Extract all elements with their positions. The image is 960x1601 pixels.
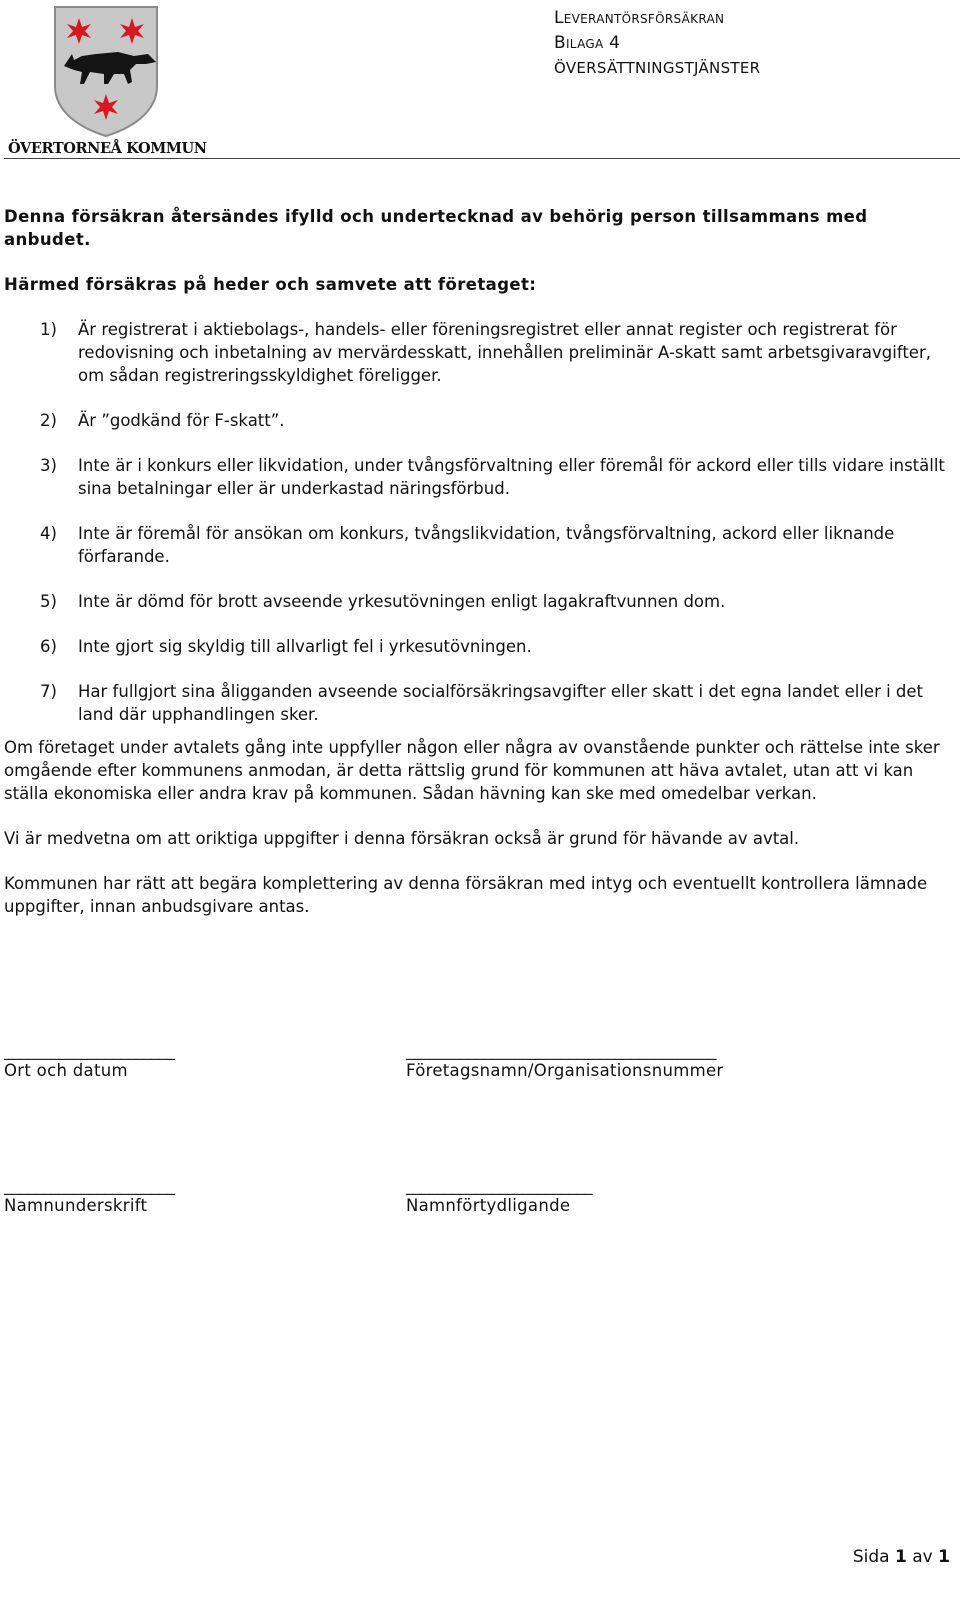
page-total: 1: [938, 1547, 950, 1567]
signature-line: ________________________: [406, 1176, 592, 1195]
termination-paragraph: Om företaget under avtalets gång inte uppfyller någon eller några av ovanstående punkter och rättelse inte sker omgående efter kommunens anmodan, är detta rättslig grund för kommunen att häva avtalet, utan att vi kan ställa ekonomiska eller andra krav på kommunen. Sådan hävning kan ske med omedelbar verkan.: [4, 738, 940, 803]
service-label: ÖVERSÄTTNINGSTJÄNSTER: [554, 59, 761, 77]
item-number: 1): [40, 320, 57, 339]
list-item: [40, 590, 956, 613]
list-item: [40, 318, 956, 387]
item-text: Har fullgjort sina åligganden avseende socialförsäkringsavgifter eller skatt i det egna landet eller i det land där upphandlingen sker.: [78, 682, 924, 724]
intro-text: Denna försäkran återsändes ifylld och undertecknad av behörig person tillsammans med anbudet.: [4, 207, 868, 249]
page-word: Sida: [852, 1547, 890, 1567]
signature-field[interactable]: [4, 1177, 175, 1217]
place-date-field[interactable]: [4, 1042, 175, 1082]
list-item: [40, 680, 956, 726]
item-text: Inte är föremål för ansökan om konkurs, tvångslikvidation, tvångsförvaltning, ackord eller liknande förfarande.: [78, 524, 895, 566]
municipality-logo: [4, 2, 214, 158]
page-footer: [853, 1547, 950, 1567]
signature-label: Namnunderskrift: [4, 1196, 148, 1215]
document-title: Leverantörsförsäkran: [554, 8, 725, 28]
signature-line: ______________________: [4, 1176, 175, 1195]
awareness-paragraph: Vi är medvetna om att oriktiga uppgifter i denna försäkran också är grund för hävande av avtal.: [4, 829, 800, 848]
header-divider: [4, 158, 960, 159]
item-number: 4): [40, 524, 57, 543]
list-item: [40, 454, 956, 500]
clarification-field[interactable]: [406, 1177, 592, 1217]
logo-text: ÖVERTORNEÅ KOMMUN: [8, 140, 207, 157]
item-text: Inte gjort sig skyldig till allvarligt fel i yrkesutövningen.: [78, 637, 532, 656]
item-text: Inte är dömd för brott avseende yrkesutövningen enligt lagakraftvunnen dom.: [78, 592, 726, 611]
item-number: 7): [40, 682, 57, 701]
lead-text: Härmed försäkras på heder och samvete att företaget:: [4, 275, 537, 294]
place-date-label: Ort och datum: [4, 1061, 128, 1080]
list-item: [40, 522, 956, 568]
item-number: 6): [40, 637, 57, 656]
coat-of-arms-icon: [52, 4, 160, 138]
item-number: 3): [40, 456, 57, 475]
signature-line: ________________________________________: [406, 1041, 716, 1060]
item-text: Är ”godkänd för F-skatt”.: [78, 411, 285, 430]
list-item: [40, 635, 956, 658]
attachment-label: Bilaga 4: [554, 33, 621, 53]
item-number: 5): [40, 592, 57, 611]
company-label: Företagsnamn/Organisationsnummer: [406, 1061, 724, 1080]
clarification-label: Namnförtydligande: [406, 1196, 571, 1215]
signature-line: ______________________: [4, 1041, 175, 1060]
item-text: Inte är i konkurs eller likvidation, under tvångsförvaltning eller föremål för ackord eller tills vidare inställt sina betalningar eller är underkastad näringsförbud.: [78, 456, 945, 498]
company-field[interactable]: [406, 1042, 724, 1082]
page-number: 1: [895, 1547, 907, 1567]
document-header: [554, 6, 760, 81]
supplement-paragraph: Kommunen har rätt att begära komplettering av denna försäkran med intyg och eventuellt kontrollera lämnade uppgifter, innan anbudsgivare antas.: [4, 874, 928, 916]
declaration-list: [4, 318, 956, 726]
of-word: av: [912, 1547, 933, 1567]
item-number: 2): [40, 411, 57, 430]
item-text: Är registrerat i aktiebolags-, handels- eller föreningsregistret eller annat register och registrerat för redovisning och inbetalning av mervärdesskatt, innehållen preliminär A-skatt samt arbetsgivaravgifter, om sådan registreringsskyldighet föreligger.: [78, 320, 931, 385]
document-body: [4, 205, 956, 940]
list-item: [40, 409, 956, 432]
